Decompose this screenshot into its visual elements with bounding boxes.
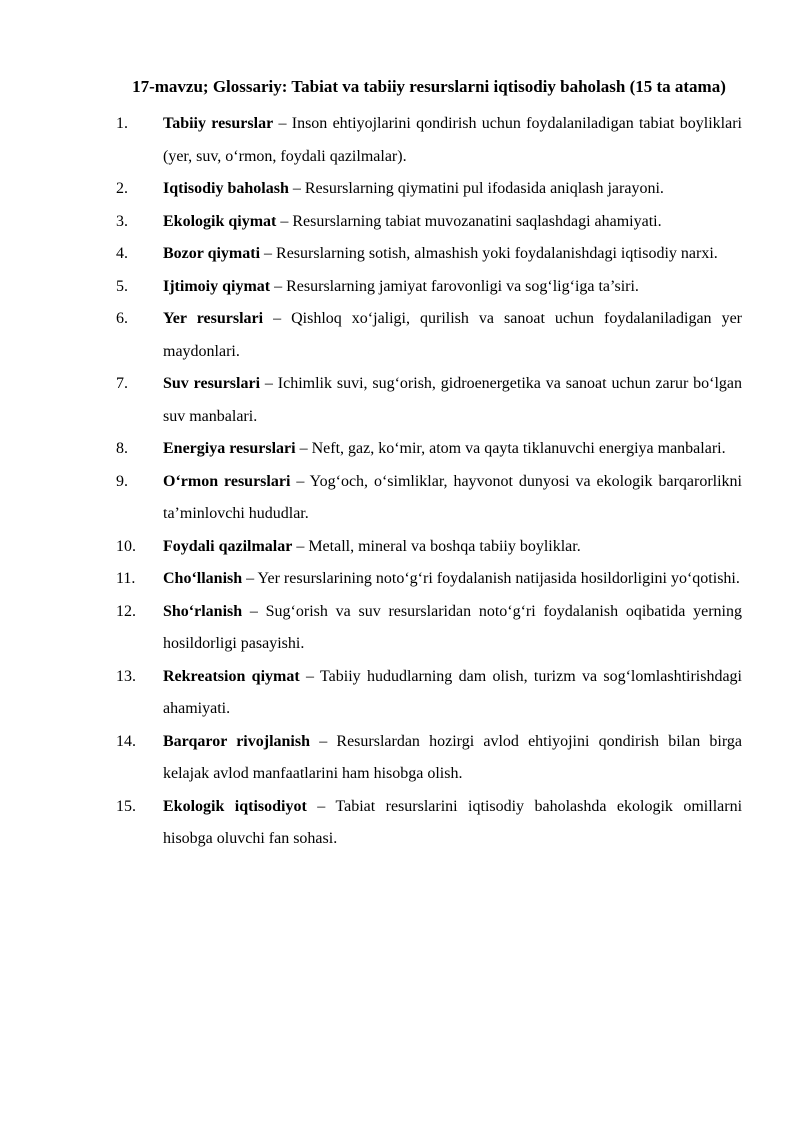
- entry-body: [163, 596, 742, 661]
- entry-body: [163, 206, 742, 239]
- entry-body: [163, 791, 742, 856]
- entry-separator: –: [260, 245, 277, 262]
- entry-term: Iqtisodiy baholash: [163, 180, 289, 197]
- entry-separator: –: [242, 602, 266, 620]
- glossary-entry: [116, 238, 742, 271]
- entry-number: 1.: [116, 115, 128, 132]
- entry-definition: Sug‘orish va suv resurslaridan noto‘g‘ri foydalanish oqibatida yerning hosildorligi pasayishi.: [163, 602, 743, 652]
- entry-number: 14.: [116, 732, 136, 750]
- entry-number: 2.: [116, 180, 128, 197]
- entry-definition: Resurslarning tabiat muvozanatini saqlashdagi ahamiyati.: [292, 212, 662, 230]
- entry-separator: –: [299, 667, 321, 685]
- entry-number: 6.: [116, 310, 128, 327]
- glossary-entry: [116, 173, 742, 206]
- entry-body: [163, 726, 742, 791]
- entry-term: Rekreatsion qiymat: [163, 667, 300, 685]
- glossary-entry: [116, 303, 742, 368]
- entry-definition: Inson ehtiyojlarini qondirish uchun foydalaniladigan tabiat boyliklari (yer, suv, o‘rmon, foydali qazilmalar).: [163, 115, 742, 165]
- entry-number: 15.: [116, 797, 136, 815]
- entry-number: 13.: [116, 667, 136, 685]
- entry-term: Bozor qiymati: [163, 245, 261, 262]
- entry-body: [163, 433, 742, 466]
- entry-definition: Yog‘och, o‘simliklar, hayvonot dunyosi va ekologik barqarorlikni ta’minlovchi hududlar.: [163, 472, 742, 522]
- glossary-entry: [116, 726, 742, 791]
- entry-definition: Neft, gaz, ko‘mir, atom va qayta tiklanuvchi energiya manbalari.: [311, 440, 726, 457]
- entry-term: Energiya resurslari: [163, 440, 296, 457]
- entry-number: 11.: [116, 570, 136, 587]
- glossary-entry: [116, 596, 742, 661]
- page-title: 17-mavzu; Glossariy: Tabiat va tabiiy resurslarni iqtisodiy baholash (15 ta atama): [132, 77, 726, 96]
- entry-body: [163, 531, 742, 564]
- entry-term: Foydali qazilmalar: [163, 537, 293, 555]
- entry-definition: Resurslarning sotish, almashish yoki foydalanishdagi iqtisodiy narxi.: [276, 245, 718, 262]
- entry-number: 3.: [116, 212, 128, 230]
- entry-number: 5.: [116, 277, 128, 295]
- entry-body: [163, 238, 742, 271]
- entry-term: Cho‘llanish: [163, 570, 243, 587]
- entry-definition: Tabiiy hududlarning dam olish, turizm va sog‘lomlashtirishdagi ahamiyati.: [163, 667, 743, 717]
- entry-number: 9.: [116, 472, 128, 490]
- glossary-entry: [116, 108, 742, 173]
- entry-body: [163, 173, 742, 206]
- glossary-entry: [116, 271, 742, 304]
- entry-separator: –: [292, 537, 309, 555]
- entry-body: [163, 108, 742, 173]
- entry-term: Ekologik iqtisodiyot: [163, 797, 307, 815]
- entry-number: 8.: [116, 440, 128, 457]
- entry-term: Barqaror rivojlanish: [163, 732, 310, 750]
- entry-definition: Resurslardan hozirgi avlod ehtiyojini qondirish bilan birga kelajak avlod manfaatlarini ham hisobga olish.: [163, 732, 743, 782]
- entry-separator: –: [276, 212, 293, 230]
- entry-separator: –: [290, 472, 310, 490]
- entry-separator: –: [310, 732, 337, 750]
- entry-definition: Ichimlik suvi, sug‘orish, gidroenergetika va sanoat uchun zarur bo‘lgan suv manbalari.: [163, 375, 743, 425]
- entry-number: 12.: [116, 602, 136, 620]
- entry-separator: –: [295, 440, 312, 457]
- glossary-entry: [116, 206, 742, 239]
- entry-separator: –: [263, 310, 292, 327]
- entry-term: Ekologik qiymat: [163, 212, 277, 230]
- glossary-entry: [116, 563, 742, 596]
- entry-number: 7.: [116, 375, 128, 392]
- entry-term: Sho‘rlanish: [163, 602, 243, 620]
- entry-term: O‘rmon resurslari: [163, 472, 291, 490]
- glossary-list: [116, 108, 742, 856]
- entry-separator: –: [260, 375, 278, 392]
- entry-term: Tabiiy resurslar: [163, 115, 274, 132]
- entry-definition: Yer resurslarining noto‘g‘ri foydalanish natijasida hosildorligini yo‘qotishi.: [257, 570, 740, 587]
- glossary-entry: [116, 368, 742, 433]
- entry-separator: –: [273, 115, 292, 132]
- entry-body: [163, 563, 742, 596]
- glossary-entry: [116, 433, 742, 466]
- entry-number: 10.: [116, 537, 136, 555]
- entry-definition: Qishloq xo‘jaligi, qurilish va sanoat uchun foydalaniladigan yer maydonlari.: [163, 310, 743, 360]
- entry-body: [163, 368, 742, 433]
- entry-separator: –: [288, 180, 305, 197]
- glossary-entry: [116, 791, 742, 856]
- entry-separator: –: [270, 277, 287, 295]
- entry-definition: Resurslarning qiymatini pul ifodasida aniqlash jarayoni.: [304, 180, 664, 197]
- glossary-entry: [116, 466, 742, 531]
- entry-term: Yer resurslari: [163, 310, 264, 327]
- entry-number: 4.: [116, 245, 128, 262]
- entry-definition: Resurslarning jamiyat farovonligi va sog‘lig‘iga ta’siri.: [286, 277, 639, 295]
- entry-body: [163, 271, 742, 304]
- entry-separator: –: [242, 570, 258, 587]
- glossary-entry: [116, 661, 742, 726]
- entry-term: Ijtimoiy qiymat: [163, 277, 271, 295]
- entry-body: [163, 661, 742, 726]
- entry-definition: Tabiat resurslarini iqtisodiy baholashda ekologik omillarni hisobga oluvchi fan sohasi.: [163, 797, 743, 847]
- entry-body: [163, 466, 742, 531]
- glossary-entry: [116, 531, 742, 564]
- entry-separator: –: [306, 797, 336, 815]
- entry-body: [163, 303, 742, 368]
- entry-term: Suv resurslari: [163, 375, 261, 392]
- entry-definition: Metall, mineral va boshqa tabiiy boyliklar.: [308, 537, 581, 555]
